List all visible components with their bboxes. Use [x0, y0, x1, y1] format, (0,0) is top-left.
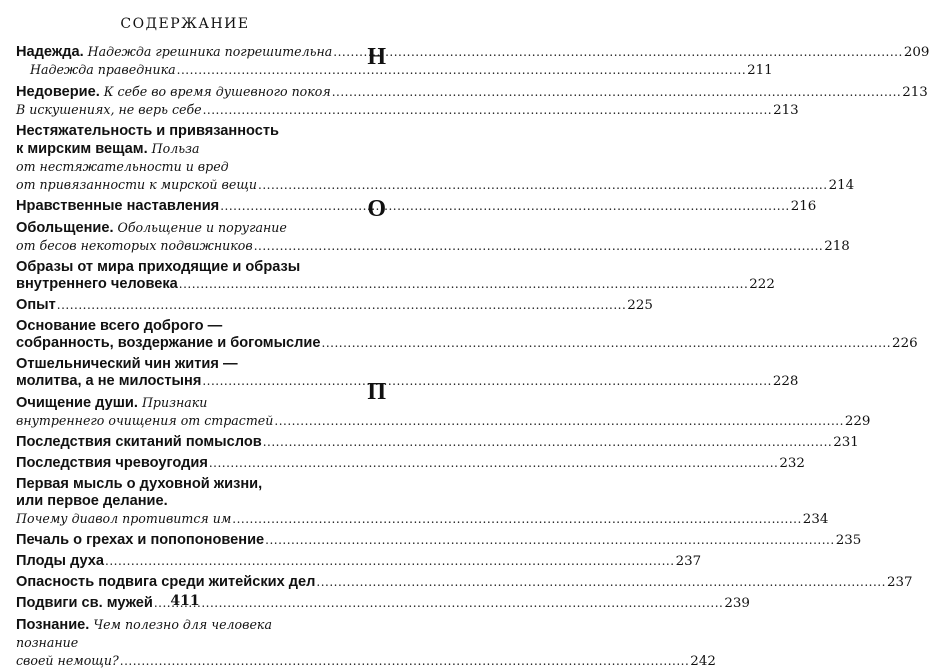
dot-leader — [274, 413, 844, 430]
toc-line — [16, 510, 829, 528]
toc-line — [16, 553, 702, 570]
dot-leader — [265, 532, 835, 549]
toc-text — [16, 276, 178, 293]
toc-heading: Основание всего доброго — — [16, 318, 223, 334]
dot-leader — [202, 373, 772, 390]
toc-heading: Обольщение. — [16, 220, 114, 236]
toc-entry — [16, 101, 799, 119]
toc-text — [16, 237, 253, 255]
toc-text — [16, 652, 119, 670]
toc-line — [30, 61, 773, 79]
toc-line — [16, 276, 775, 293]
toc-heading: Последствия скитаний помыслов — [16, 434, 262, 450]
toc-page-number: 228 — [772, 374, 799, 389]
toc-line — [16, 176, 855, 194]
toc-entry — [16, 83, 928, 101]
toc-heading: Плоды духа — [16, 553, 105, 569]
toc-page-number: 213 — [902, 85, 928, 100]
toc-page-number: 229 — [844, 414, 871, 429]
toc-heading: Нестяжательность и привязанность — [16, 123, 280, 139]
dot-leader — [254, 238, 824, 255]
toc-entry — [16, 61, 773, 79]
dot-leader — [177, 62, 747, 79]
toc-text — [16, 160, 229, 175]
toc-line — [16, 373, 799, 390]
toc-entry — [16, 510, 829, 528]
toc-line — [16, 297, 653, 314]
toc-text — [16, 176, 257, 194]
toc-text — [16, 493, 168, 510]
toc-line — [16, 356, 334, 373]
toc-line — [16, 123, 334, 140]
toc-heading: Опыт — [16, 297, 56, 313]
toc-entry — [16, 43, 929, 61]
toc-line — [16, 493, 334, 510]
toc-page-number: 211 — [747, 63, 773, 78]
toc-page-number: 214 — [828, 178, 855, 193]
toc-entry — [16, 259, 775, 293]
toc-entry — [16, 198, 817, 215]
toc-heading: Опасность подвига среди житейских дел — [16, 574, 316, 590]
toc-line — [16, 83, 928, 101]
toc-entry — [16, 123, 855, 194]
dot-leader — [263, 434, 833, 451]
toc-subtitle: Надежда праведника — [30, 62, 176, 77]
toc-line — [16, 616, 334, 652]
page-number: 411 — [170, 593, 200, 609]
toc-line — [16, 43, 929, 61]
toc-text — [16, 396, 207, 411]
toc-heading: Печаль о грехах и попопоновение — [16, 532, 265, 548]
dot-leader — [332, 84, 902, 101]
toc-heading: Недоверие. — [16, 84, 100, 100]
toc-text — [16, 434, 262, 451]
toc-text — [16, 319, 222, 334]
toc-subtitle: Почему диавол противится им — [16, 511, 232, 526]
toc-page-number: 232 — [779, 456, 805, 471]
toc-subtitle: Польза — [147, 141, 200, 156]
dot-leader — [57, 297, 627, 314]
toc-heading: Отшельнический чин жития — — [16, 356, 238, 372]
toc-subtitle: Надежда грешника погрешительна — [83, 44, 333, 59]
toc-subtitle: от нестяжательности и вред — [16, 159, 229, 174]
toc-text — [16, 124, 279, 139]
toc-page-number: 237 — [886, 575, 913, 590]
toc-heading: Образы от мира приходящие и образы — [16, 259, 301, 275]
toc-entry — [16, 532, 862, 549]
toc-text — [16, 101, 202, 119]
toc-entry — [16, 394, 871, 430]
toc-text — [16, 260, 300, 275]
toc-text — [16, 510, 231, 528]
toc-list — [16, 43, 929, 670]
toc-text — [16, 373, 201, 390]
toc-line — [16, 652, 716, 670]
toc-page-number: 216 — [790, 199, 817, 214]
dot-leader — [316, 574, 886, 591]
toc-subtitle: К себе во время душевного покоя — [99, 84, 331, 99]
dot-leader — [220, 198, 790, 215]
thumb-letter-n: Н — [367, 44, 386, 70]
toc-subtitle: В искушениях, не верь себе — [16, 102, 202, 117]
toc-line — [16, 259, 334, 276]
toc-subtitle: Чем полезно для человека познание — [16, 617, 272, 650]
dot-leader — [105, 553, 675, 570]
toc-heading: Очищение души. — [16, 395, 138, 411]
toc-entry — [16, 616, 716, 670]
toc-heading: молитва, а не милостыня — [16, 373, 202, 389]
toc-line — [16, 335, 918, 352]
toc-subtitle: Обольщение и поругание — [113, 220, 287, 235]
toc-text — [16, 297, 56, 314]
dot-leader — [333, 44, 903, 61]
toc-heading: или первое делание. — [16, 493, 168, 509]
dot-leader — [120, 653, 690, 670]
toc-text — [16, 553, 104, 570]
toc-page-number: 242 — [690, 654, 716, 669]
toc-heading: Надежда. — [16, 44, 84, 60]
dot-leader — [232, 511, 802, 528]
toc-heading: Нравственные наставления — [16, 198, 220, 214]
toc-text — [16, 83, 331, 101]
toc-heading: внутреннего человека — [16, 276, 178, 292]
toc-text — [16, 357, 238, 372]
toc-line — [16, 158, 334, 176]
toc-text — [16, 221, 287, 236]
toc-line — [16, 574, 913, 591]
thumb-letter-p: П — [367, 379, 386, 405]
toc-text — [16, 574, 315, 591]
toc-line — [16, 412, 871, 430]
toc-entry — [16, 455, 805, 472]
toc-heading: Первая мысль о духовной жизни, — [16, 476, 263, 492]
toc-entry — [16, 434, 859, 451]
toc-text — [16, 198, 219, 215]
toc-entry — [16, 574, 913, 591]
dot-leader — [179, 276, 749, 293]
toc-entry — [16, 356, 799, 390]
toc-page-number: 239 — [724, 596, 750, 611]
dot-leader — [322, 335, 892, 352]
toc-text — [16, 618, 272, 651]
toc-line — [16, 198, 817, 215]
toc-page-number: 237 — [675, 554, 702, 569]
toc-line — [16, 101, 799, 119]
toc-entry — [16, 553, 702, 570]
toc-text — [16, 455, 208, 472]
toc-heading: Познание. — [16, 617, 90, 633]
toc-text — [16, 335, 321, 352]
toc-line — [16, 394, 334, 412]
toc-line — [16, 140, 334, 158]
toc-line — [16, 532, 862, 549]
toc-entry — [16, 318, 918, 352]
toc-text — [16, 477, 262, 492]
toc-subtitle: от бесов некоторых подвижников — [16, 238, 253, 253]
toc-line — [16, 434, 859, 451]
toc-line — [16, 476, 334, 493]
dot-leader — [203, 102, 773, 119]
toc-subtitle: внутреннего очищения от страстей — [16, 413, 274, 428]
toc-line — [16, 318, 334, 335]
toc-line — [16, 219, 334, 237]
toc-entry — [16, 476, 334, 510]
toc-text — [16, 43, 332, 61]
toc-page-number: 213 — [773, 103, 799, 118]
toc-page-number: 226 — [892, 336, 918, 351]
toc-heading: к мирским вещам. — [16, 141, 148, 157]
toc-header: СОДЕРЖАНИЕ — [120, 16, 250, 32]
toc-entry — [16, 297, 653, 314]
toc-page-number: 225 — [627, 298, 653, 313]
toc-line — [16, 455, 805, 472]
thumb-letter-o: О — [367, 196, 386, 222]
toc-page-number: 235 — [835, 533, 862, 548]
dot-leader — [209, 455, 779, 472]
toc-page-number: 209 — [903, 45, 929, 60]
toc-subtitle: Признаки — [137, 395, 208, 410]
toc-subtitle: от привязанности к мирской вещи — [16, 177, 258, 192]
toc-page-number: 222 — [749, 277, 775, 292]
toc-line — [16, 237, 850, 255]
toc-page-number: 231 — [833, 435, 859, 450]
toc-heading: Подвиги св. мужей — [16, 595, 153, 611]
toc-heading: собранность, воздержание и богомыслие — [16, 335, 321, 351]
toc-text — [16, 142, 199, 157]
toc-page-number: 234 — [802, 512, 829, 527]
toc-entry — [16, 219, 850, 255]
toc-text — [16, 532, 264, 549]
dot-leader — [258, 177, 828, 194]
toc-subtitle: своей немощи? — [16, 653, 119, 668]
toc-page-number: 218 — [824, 239, 850, 254]
toc-text — [16, 412, 273, 430]
toc-text — [30, 61, 176, 79]
toc-heading: Последствия чревоугодия — [16, 455, 208, 471]
